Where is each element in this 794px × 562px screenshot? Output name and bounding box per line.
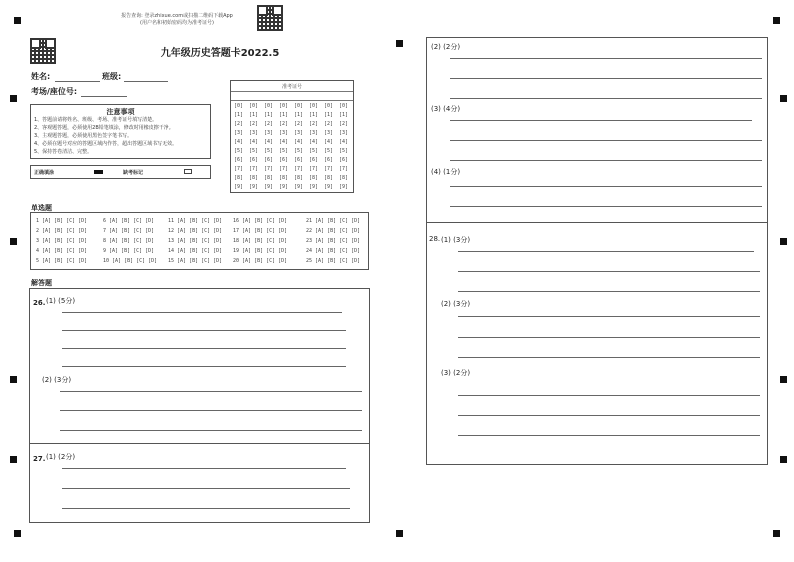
choice-item[interactable]: 1 [A] [B] [C] [D]: [36, 218, 88, 224]
exam-id-bubble[interactable]: [6]: [249, 157, 259, 163]
exam-id-bubble[interactable]: [0]: [309, 103, 319, 109]
room-seat-field[interactable]: [81, 96, 127, 97]
exam-id-bubble[interactable]: [3]: [294, 130, 304, 136]
choice-item[interactable]: 8 [A] [B] [C] [D]: [103, 238, 155, 244]
exam-id-label: 准考证号: [281, 84, 302, 90]
single-choice-box: [30, 212, 369, 270]
exam-id-bubble[interactable]: [3]: [234, 130, 244, 136]
alignment-mark: [10, 238, 17, 245]
single-choice-title: 单选题: [31, 204, 52, 212]
q26-number: 26.: [33, 299, 46, 307]
exam-id-bubble[interactable]: [9]: [324, 184, 334, 190]
answer-line[interactable]: [60, 430, 362, 431]
alignment-mark: [396, 40, 403, 47]
answer-line[interactable]: [60, 391, 362, 392]
answer-line[interactable]: [62, 348, 346, 349]
exam-id-bubble[interactable]: [6]: [279, 157, 289, 163]
exam-id-bubble[interactable]: [3]: [339, 130, 349, 136]
choice-item[interactable]: 4 [A] [B] [C] [D]: [36, 248, 88, 254]
exam-id-bubble[interactable]: [4]: [309, 139, 319, 145]
exam-id-bubble[interactable]: [2]: [294, 121, 304, 127]
alignment-mark: [10, 456, 17, 463]
answer-line[interactable]: [62, 488, 350, 489]
fill-example-box: [30, 165, 211, 179]
exam-id-bubble[interactable]: [3]: [324, 130, 334, 136]
answer-line[interactable]: [458, 435, 760, 436]
exam-id-bubble[interactable]: [1]: [279, 112, 289, 118]
q27-answer-box[interactable]: [29, 443, 370, 523]
answer-line[interactable]: [60, 410, 362, 411]
answer-line[interactable]: [450, 58, 762, 59]
q28-part1-label: (1) (3分): [441, 236, 471, 244]
q28-answer-box[interactable]: [426, 222, 768, 465]
card-title: 九年级历史答题卡2022.5: [160, 48, 280, 59]
room-seat-label: 考场/座位号:: [31, 87, 78, 96]
exam-id-bubble[interactable]: [2]: [279, 121, 289, 127]
exam-id-bubble[interactable]: [0]: [249, 103, 259, 109]
class-field[interactable]: [124, 81, 168, 82]
exam-id-bubble[interactable]: [4]: [294, 139, 304, 145]
answer-section-title: 解答题: [31, 279, 52, 287]
exam-id-bubble[interactable]: [5]: [249, 148, 259, 154]
answer-line[interactable]: [62, 468, 346, 469]
report-notice-sub: (用户名和初始密码均为准考证号): [140, 20, 214, 26]
exam-id-bubble[interactable]: [7]: [339, 166, 349, 172]
notes-box: [30, 104, 211, 159]
exam-id-bubble[interactable]: [1]: [264, 112, 274, 118]
choice-item[interactable]: 19 [A] [B] [C] [D]: [233, 248, 288, 254]
correct-fill-label: 正确填涂: [34, 170, 55, 176]
exam-id-bubble[interactable]: [9]: [264, 184, 274, 190]
choice-item[interactable]: 15 [A] [B] [C] [D]: [168, 258, 223, 264]
choice-item[interactable]: 17 [A] [B] [C] [D]: [233, 228, 288, 234]
exam-id-bubble[interactable]: [2]: [339, 121, 349, 127]
exam-id-bubble[interactable]: [6]: [264, 157, 274, 163]
exam-id-bubble[interactable]: [9]: [279, 184, 289, 190]
exam-id-bubble[interactable]: [8]: [309, 175, 319, 181]
exam-id-bubble[interactable]: [2]: [249, 121, 259, 127]
answer-line[interactable]: [62, 330, 346, 331]
choice-item[interactable]: 24 [A] [B] [C] [D]: [306, 248, 361, 254]
exam-id-bubble[interactable]: [2]: [234, 121, 244, 127]
choice-item[interactable]: 12 [A] [B] [C] [D]: [168, 228, 223, 234]
answer-line[interactable]: [458, 395, 760, 396]
choice-item[interactable]: 2 [A] [B] [C] [D]: [36, 228, 88, 234]
exam-id-bubble[interactable]: [9]: [294, 184, 304, 190]
exam-id-bubble[interactable]: [5]: [264, 148, 274, 154]
alignment-mark: [14, 17, 21, 24]
answer-line[interactable]: [458, 357, 760, 358]
class-label: 班级:: [102, 72, 122, 81]
name-label: 姓名:: [31, 72, 51, 81]
answer-line[interactable]: [458, 251, 754, 252]
exam-id-bubble[interactable]: [6]: [234, 157, 244, 163]
answer-line[interactable]: [458, 337, 760, 338]
exam-id-bubble[interactable]: [8]: [249, 175, 259, 181]
exam-id-bubble[interactable]: [7]: [294, 166, 304, 172]
absent-mark-label: 缺考标记: [123, 170, 144, 176]
alignment-mark: [780, 238, 787, 245]
exam-id-bubble[interactable]: [4]: [264, 139, 274, 145]
exam-id-bubble[interactable]: [0]: [324, 103, 334, 109]
answer-line[interactable]: [450, 120, 752, 121]
exam-id-bubble[interactable]: [5]: [339, 148, 349, 154]
exam-id-bubble[interactable]: [1]: [249, 112, 259, 118]
choice-item[interactable]: 11 [A] [B] [C] [D]: [168, 218, 223, 224]
choice-item[interactable]: 7 [A] [B] [C] [D]: [103, 228, 155, 234]
exam-id-bubble[interactable]: [3]: [264, 130, 274, 136]
exam-id-bubble[interactable]: [7]: [279, 166, 289, 172]
alignment-mark: [780, 456, 787, 463]
exam-id-bubble[interactable]: [0]: [279, 103, 289, 109]
q26-part1-label: (1) (5分): [46, 297, 76, 305]
exam-id-bubble[interactable]: [7]: [264, 166, 274, 172]
exam-id-bubble[interactable]: [1]: [294, 112, 304, 118]
choice-item[interactable]: 22 [A] [B] [C] [D]: [306, 228, 361, 234]
answer-line[interactable]: [458, 415, 760, 416]
alignment-mark: [10, 95, 17, 102]
choice-item[interactable]: 9 [A] [B] [C] [D]: [103, 248, 155, 254]
exam-id-bubble[interactable]: [2]: [264, 121, 274, 127]
q27-part3-label: (3) (4分): [431, 105, 461, 113]
q27-continued-box[interactable]: [426, 37, 768, 223]
note-item: 5、保持答卷清洁、完整。: [34, 149, 93, 155]
exam-id-bubble[interactable]: [9]: [234, 184, 244, 190]
answer-line[interactable]: [62, 312, 342, 313]
exam-id-bubble[interactable]: [1]: [339, 112, 349, 118]
exam-id-box: [230, 80, 354, 193]
answer-line[interactable]: [450, 206, 762, 207]
choice-item[interactable]: 6 [A] [B] [C] [D]: [103, 218, 155, 224]
notes-title: 注意事项: [106, 108, 135, 116]
report-notice: 报告查询: 登录zhixue.com或扫描二维码下载App: [121, 13, 233, 19]
choice-item[interactable]: 18 [A] [B] [C] [D]: [233, 238, 288, 244]
exam-id-bubble[interactable]: [6]: [339, 157, 349, 163]
choice-item[interactable]: 13 [A] [B] [C] [D]: [168, 238, 223, 244]
answer-line[interactable]: [450, 186, 762, 187]
card-qr-code: [30, 38, 56, 64]
alignment-mark: [10, 376, 17, 383]
exam-id-bubble[interactable]: [3]: [249, 130, 259, 136]
correct-fill-sample: [94, 170, 103, 174]
alignment-mark: [396, 530, 403, 537]
exam-id-bubble[interactable]: [1]: [234, 112, 244, 118]
exam-id-bubble[interactable]: [5]: [294, 148, 304, 154]
exam-id-bubble[interactable]: [8]: [264, 175, 274, 181]
exam-id-bubble[interactable]: [0]: [264, 103, 274, 109]
exam-id-bubble[interactable]: [6]: [294, 157, 304, 163]
alignment-mark: [780, 376, 787, 383]
q28-part3-label: (3) (2分): [441, 369, 471, 377]
answer-line[interactable]: [458, 291, 760, 292]
choice-item[interactable]: 21 [A] [B] [C] [D]: [306, 218, 361, 224]
answer-line[interactable]: [450, 140, 762, 141]
choice-item[interactable]: 10 [A] [B] [C] [D]: [103, 258, 158, 264]
answer-line[interactable]: [450, 98, 762, 99]
name-field[interactable]: [55, 81, 100, 82]
absent-mark-checkbox[interactable]: [184, 169, 192, 174]
exam-id-bubble[interactable]: [5]: [324, 148, 334, 154]
choice-item[interactable]: 16 [A] [B] [C] [D]: [233, 218, 288, 224]
note-item: 2、客观题答题，必须使用2B铅笔填涂，修改时用橡皮擦干净。: [34, 125, 174, 131]
exam-id-bubble[interactable]: [1]: [324, 112, 334, 118]
exam-id-bubble[interactable]: [4]: [279, 139, 289, 145]
exam-id-bubble[interactable]: [1]: [309, 112, 319, 118]
exam-id-bubble[interactable]: [8]: [234, 175, 244, 181]
answer-line[interactable]: [450, 160, 762, 161]
note-item: 3、主观题答题，必须使用黑色签字笔书写。: [34, 133, 133, 139]
q27-part2-label: (2) (2分): [431, 43, 461, 51]
exam-id-bubble[interactable]: [5]: [279, 148, 289, 154]
choice-item[interactable]: 14 [A] [B] [C] [D]: [168, 248, 223, 254]
choice-item[interactable]: 20 [A] [B] [C] [D]: [233, 258, 288, 264]
alignment-mark: [14, 530, 21, 537]
exam-id-bubble[interactable]: [5]: [234, 148, 244, 154]
exam-id-bubble[interactable]: [0]: [339, 103, 349, 109]
exam-id-bubble[interactable]: [3]: [309, 130, 319, 136]
exam-id-bubble[interactable]: [4]: [249, 139, 259, 145]
exam-id-bubble[interactable]: [8]: [339, 175, 349, 181]
exam-id-bubble[interactable]: [5]: [309, 148, 319, 154]
exam-id-bubble[interactable]: [4]: [324, 139, 334, 145]
choice-item[interactable]: 25 [A] [B] [C] [D]: [306, 258, 361, 264]
exam-id-bubble[interactable]: [0]: [294, 103, 304, 109]
exam-id-bubble[interactable]: [8]: [279, 175, 289, 181]
exam-id-bubble[interactable]: [8]: [324, 175, 334, 181]
q27-number: 27.: [33, 455, 46, 463]
answer-line[interactable]: [458, 316, 760, 317]
exam-id-bubble[interactable]: [2]: [309, 121, 319, 127]
note-item: 4、必须在题号对应的答题区域内作答，超出答题区域书写无效。: [34, 141, 178, 147]
exam-id-bubble[interactable]: [3]: [279, 130, 289, 136]
exam-id-bubble[interactable]: [6]: [324, 157, 334, 163]
note-item: 1、答题前请将姓名、班级、考场、准考证号填写清楚。: [34, 117, 158, 123]
exam-id-bubble[interactable]: [4]: [339, 139, 349, 145]
answer-line[interactable]: [450, 78, 762, 79]
choice-item[interactable]: 3 [A] [B] [C] [D]: [36, 238, 88, 244]
answer-line[interactable]: [62, 366, 346, 367]
exam-id-bubble[interactable]: [8]: [294, 175, 304, 181]
q27-part1-label: (1) (2分): [46, 453, 76, 461]
app-qr-code: [257, 5, 283, 31]
exam-id-bubble[interactable]: [7]: [249, 166, 259, 172]
q26-part2-label: (2) (3分): [42, 376, 72, 384]
alignment-mark: [773, 17, 780, 24]
answer-line[interactable]: [62, 508, 350, 509]
alignment-mark: [773, 530, 780, 537]
exam-id-bubble[interactable]: [9]: [249, 184, 259, 190]
exam-id-bubble[interactable]: [9]: [339, 184, 349, 190]
exam-id-bubble[interactable]: [9]: [309, 184, 319, 190]
exam-id-bubble[interactable]: [6]: [309, 157, 319, 163]
exam-id-bubble[interactable]: [7]: [324, 166, 334, 172]
exam-id-bubble[interactable]: [4]: [234, 139, 244, 145]
q27-part4-label: (4) (1分): [431, 168, 461, 176]
choice-item[interactable]: 5 [A] [B] [C] [D]: [36, 258, 88, 264]
exam-id-bubble[interactable]: [2]: [324, 121, 334, 127]
q28-number: 28.: [429, 235, 441, 243]
exam-id-bubble[interactable]: [7]: [234, 166, 244, 172]
exam-id-bubble[interactable]: [0]: [234, 103, 244, 109]
choice-item[interactable]: 23 [A] [B] [C] [D]: [306, 238, 361, 244]
alignment-mark: [780, 95, 787, 102]
exam-id-bubble[interactable]: [7]: [309, 166, 319, 172]
answer-line[interactable]: [458, 271, 760, 272]
q28-part2-label: (2) (3分): [441, 300, 471, 308]
